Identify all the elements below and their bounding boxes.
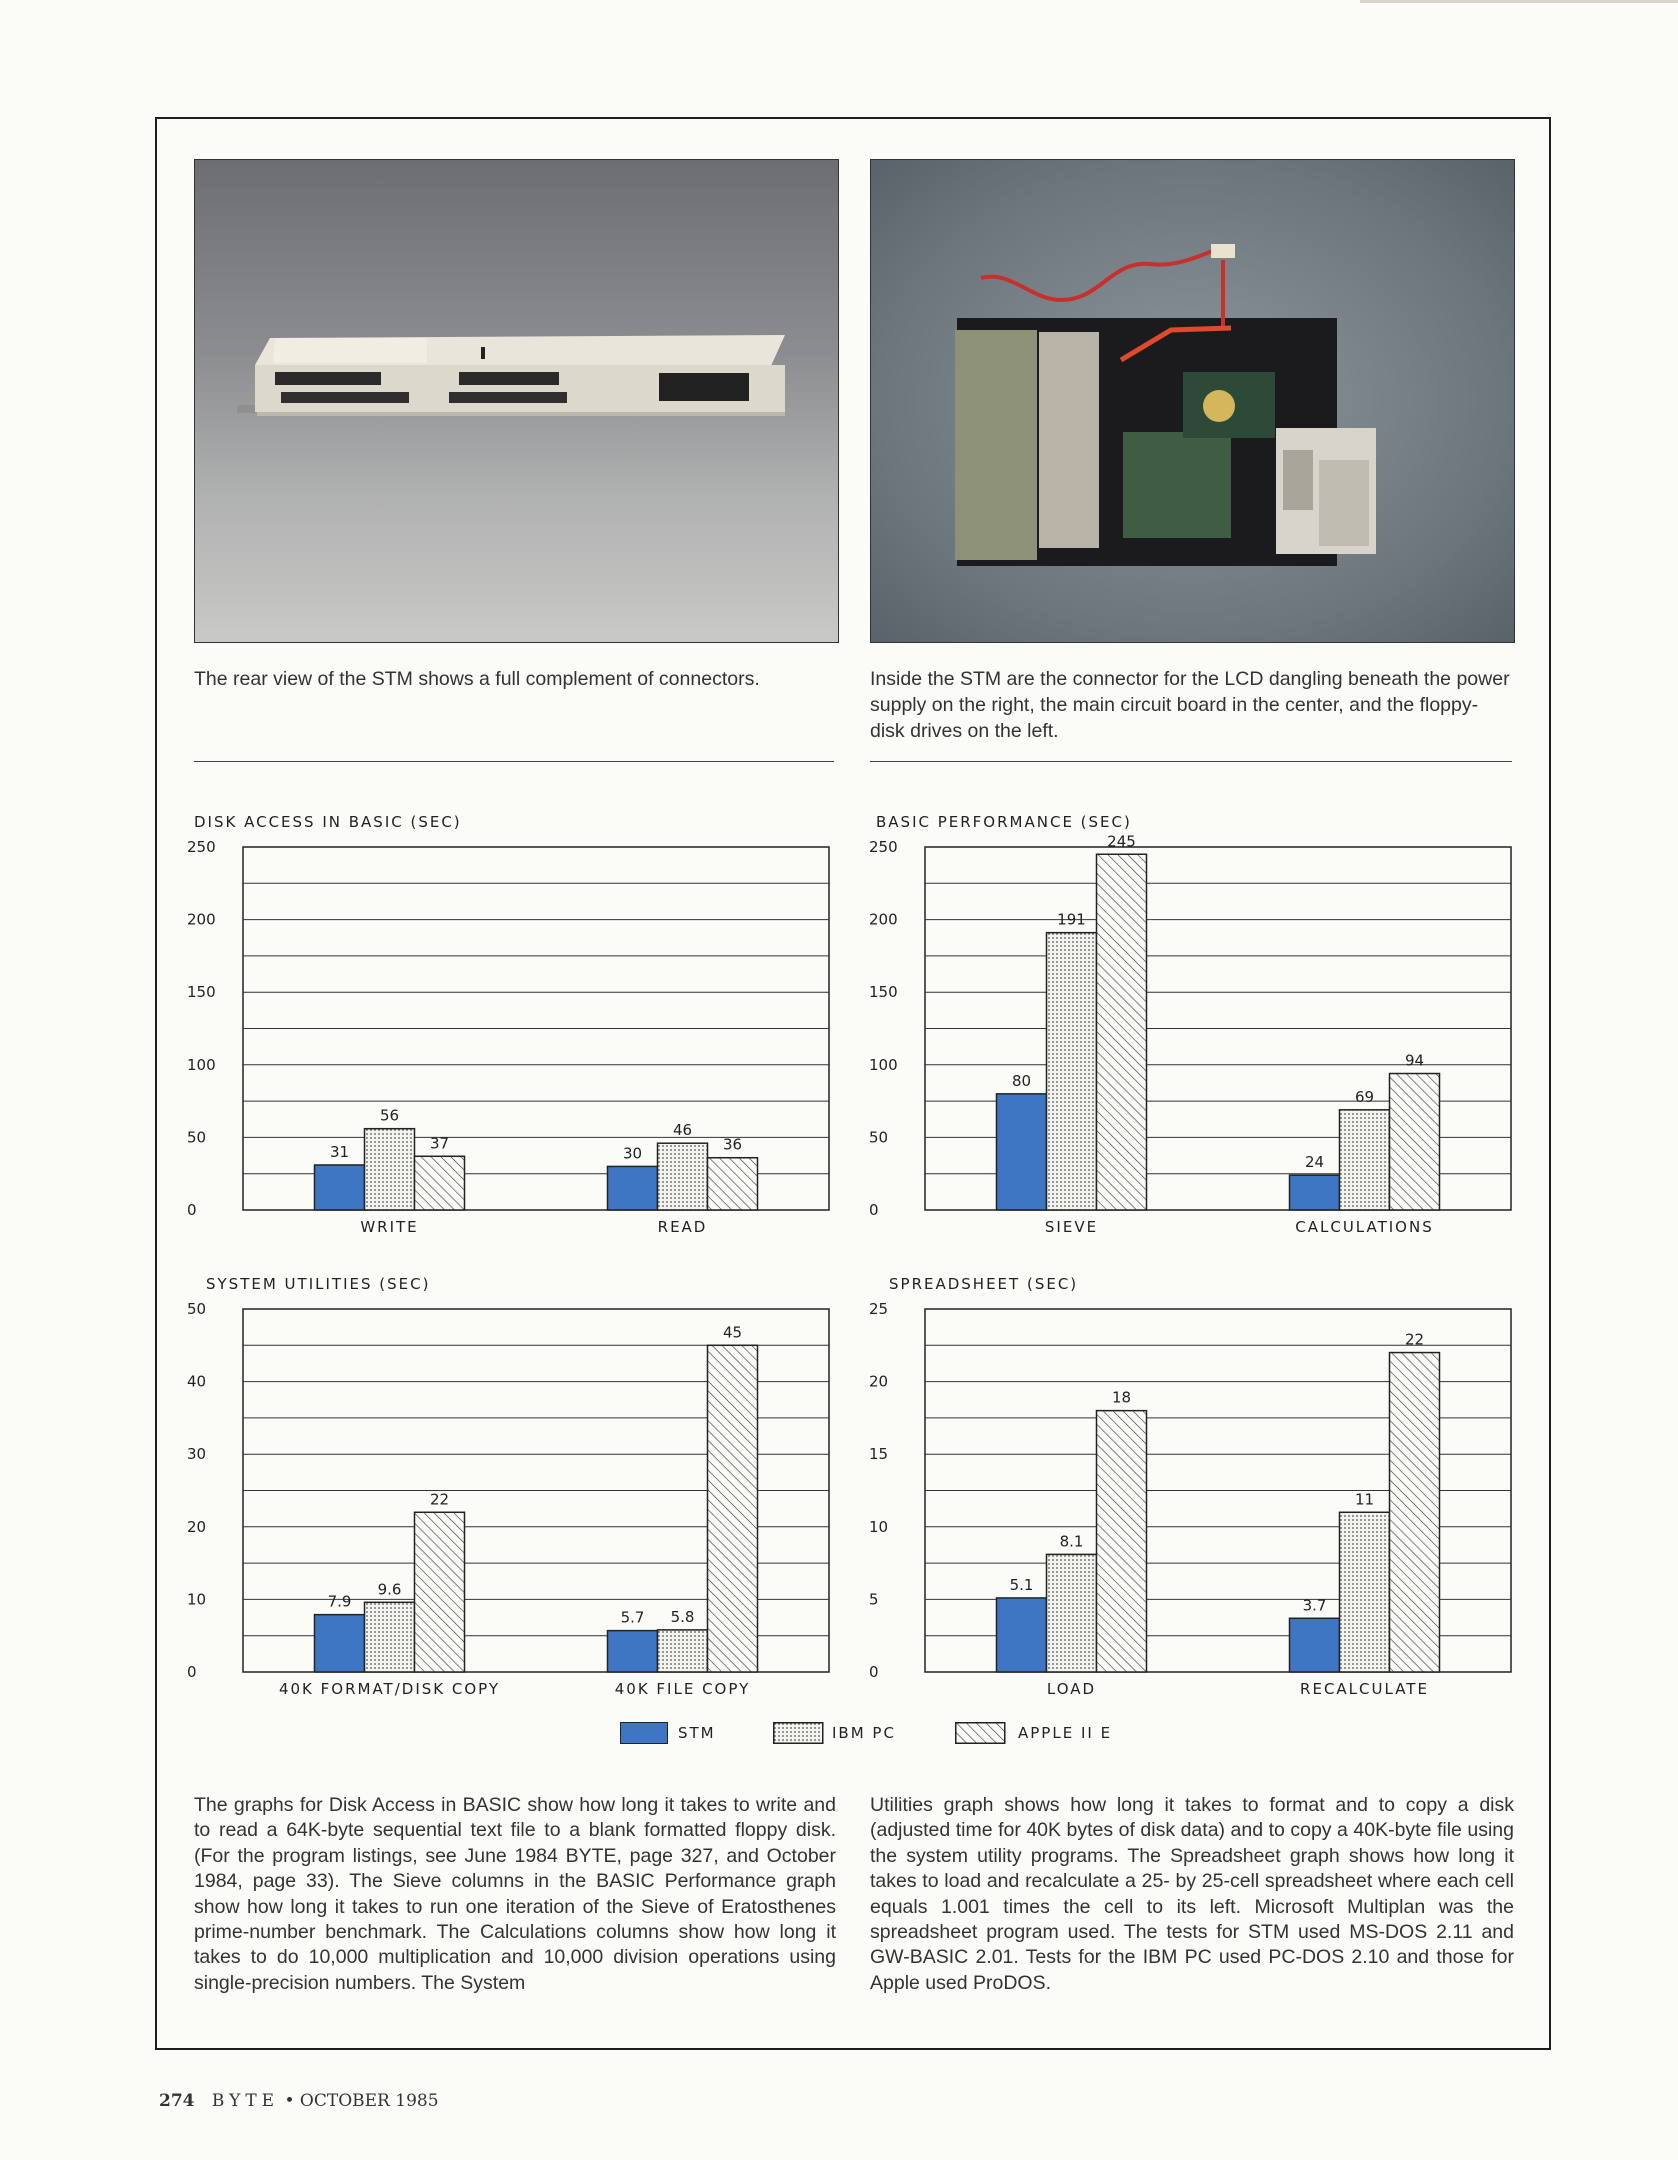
y-tick-label: 50 (187, 1128, 207, 1147)
data-label-ibm-pc: 11 (1354, 1490, 1375, 1509)
bar-ibm-pc (365, 1129, 415, 1210)
bar-ibm-pc (658, 1143, 708, 1210)
top-edge-strip (1360, 0, 1678, 3)
y-tick-label: 30 (187, 1445, 207, 1464)
y-tick-label: 10 (869, 1517, 889, 1536)
category-label: READ (657, 1218, 708, 1236)
data-label-apple: 245 (1107, 832, 1136, 851)
data-label-stm: 3.7 (1302, 1596, 1327, 1615)
legend-item-stm (620, 1720, 716, 1746)
disk-access-chart (185, 832, 835, 1247)
data-label-stm: 7.9 (327, 1592, 352, 1611)
bar-ibm-pc (1047, 1554, 1097, 1672)
magazine-name: BYTE (211, 2091, 280, 2111)
legend-swatch-stm (620, 1722, 668, 1744)
y-tick-label: 200 (869, 910, 898, 929)
chart-title-disk-access: DISK ACCESS IN BASIC (SEC) (194, 813, 462, 831)
category-label: RECALCULATE (1300, 1680, 1429, 1698)
y-tick-label: 250 (187, 838, 216, 856)
bar-stm (997, 1598, 1047, 1672)
stm-rear-view-photo (194, 159, 839, 643)
y-tick-label: 0 (869, 1663, 879, 1681)
bar-apple (708, 1345, 758, 1672)
data-label-stm: 5.1 (1009, 1575, 1034, 1594)
y-tick-label: 10 (187, 1590, 207, 1609)
data-label-stm: 30 (622, 1144, 643, 1163)
category-label: LOAD (1046, 1680, 1097, 1698)
y-tick-label: 20 (869, 1372, 889, 1391)
data-label-ibm-pc: 46 (672, 1121, 693, 1140)
page-number: 274 (159, 2091, 195, 2111)
bar-apple (708, 1158, 758, 1210)
bar-ibm-pc (1340, 1110, 1390, 1210)
y-tick-label: 0 (187, 1201, 197, 1219)
legend-swatch-apple (955, 1722, 1006, 1744)
body-text-left: The graphs for Disk Access in BASIC show how long it takes to write and to read a 64K-byte sequential text file to a blank formatted floppy disk. (For the program listings, see June 1984 BYTE, page 327, and October 1984, page 33). The Sieve columns in the BASIC Performance graph show how long it takes to run one iteration of the Sieve of Eratosthenes prime-number benchmark. The Calculations columns show how long it takes to do 10,000 multiplication and 10,000 division operations using single-precision numbers. The System (194, 1794, 836, 1994)
data-label-apple: 94 (1404, 1051, 1425, 1070)
data-label-ibm-pc: 191 (1057, 910, 1086, 929)
issue-date: OCTOBER 1985 (299, 2091, 439, 2111)
y-tick-label: 15 (869, 1445, 889, 1464)
data-label-apple: 22 (429, 1490, 450, 1509)
category-label: WRITE (360, 1218, 419, 1236)
bar-ibm-pc (658, 1630, 708, 1672)
bar-ibm-pc (1340, 1512, 1390, 1672)
data-label-apple: 37 (429, 1134, 450, 1153)
y-tick-label: 20 (187, 1517, 207, 1536)
body-text-right: Utilities graph shows how long it takes to format and to copy a disk (adjusted time for 40K bytes of disk data) and to copy a 40K-byte file using the system utility programs. The Spreadsheet graph shows how long it takes to load and recalculate a 25- by 25-cell spreadsheet where each cell equals 1.001 times the cell to its left. Microsoft Multiplan was the spreadsheet program used. The tests for STM used MS-DOS 2.11 and GW-BASIC 2.01. Tests for the IBM PC used PC-DOS 2.10 and those for Apple used ProDOS. (870, 1794, 1514, 1994)
system-utilities-chart (185, 1294, 835, 1709)
data-label-stm: 31 (329, 1142, 350, 1161)
spreadsheet-chart (867, 1294, 1517, 1709)
bar-apple (1390, 1074, 1440, 1210)
bar-ibm-pc (365, 1602, 415, 1672)
category-label: SIEVE (1044, 1218, 1099, 1236)
data-label-stm: 5.7 (620, 1608, 645, 1627)
chart-title-system-utilities: SYSTEM UTILITIES (SEC) (206, 1275, 431, 1293)
bar-stm (1290, 1618, 1340, 1672)
y-tick-label: 150 (187, 983, 216, 1002)
legend-label-stm: STM (678, 1724, 716, 1742)
bar-stm (315, 1615, 365, 1672)
y-tick-label: 250 (869, 838, 898, 856)
bar-stm (315, 1165, 365, 1210)
bar-stm (608, 1631, 658, 1672)
y-tick-label: 100 (869, 1055, 898, 1074)
data-label-ibm-pc: 56 (379, 1106, 400, 1125)
bar-stm (997, 1094, 1047, 1210)
data-label-ibm-pc: 9.6 (377, 1580, 402, 1599)
data-label-stm: 80 (1011, 1071, 1032, 1090)
chart-svg (185, 1294, 835, 1704)
page-footer (159, 2091, 439, 2111)
y-tick-label: 200 (187, 910, 216, 929)
data-label-apple: 18 (1111, 1388, 1132, 1407)
bar-stm (608, 1166, 658, 1210)
chart-svg (867, 832, 1517, 1242)
data-label-stm: 24 (1304, 1153, 1325, 1172)
chart-svg (185, 832, 835, 1242)
data-label-apple: 22 (1404, 1330, 1425, 1349)
y-tick-label: 0 (187, 1663, 197, 1681)
data-label-ibm-pc: 69 (1354, 1087, 1375, 1106)
bar-apple (1390, 1353, 1440, 1672)
legend-swatch-ibm-pc (773, 1722, 824, 1744)
bar-apple (415, 1512, 465, 1672)
divider-right (870, 761, 1512, 762)
y-tick-label: 5 (869, 1590, 879, 1609)
bar-apple (415, 1156, 465, 1210)
chart-title-spreadsheet: SPREADSHEET (SEC) (889, 1275, 1079, 1293)
bar-ibm-pc (1047, 933, 1097, 1210)
legend-label-ibm-pc: IBM PC (832, 1724, 896, 1742)
photo-caption-right: Inside the STM are the connector for the LCD dangling beneath the power supply on the right, the main circuit board in the center, and the floppy-disk drives on the left. (870, 668, 1510, 742)
data-label-ibm-pc: 8.1 (1059, 1532, 1084, 1551)
y-tick-label: 40 (187, 1372, 207, 1391)
bar-apple (1097, 854, 1147, 1210)
legend-label-apple: APPLE II E (1018, 1724, 1113, 1742)
data-label-ibm-pc: 5.8 (670, 1607, 695, 1626)
legend-item-ibm-pc (773, 1720, 896, 1746)
chart-title-basic-performance: BASIC PERFORMANCE (SEC) (876, 813, 1132, 831)
legend-item-apple (955, 1720, 1112, 1746)
chart-svg (867, 1294, 1517, 1704)
photo-caption-left: The rear view of the STM shows a full complement of connectors. (194, 668, 760, 690)
footer-separator: • (284, 2091, 295, 2111)
y-tick-label: 150 (869, 983, 898, 1002)
data-label-apple: 45 (722, 1323, 743, 1342)
category-label: 40K FILE COPY (614, 1680, 751, 1698)
divider-left (194, 761, 834, 762)
category-label: 40K FORMAT/DISK COPY (278, 1680, 501, 1698)
bar-apple (1097, 1411, 1147, 1672)
bar-stm (1290, 1175, 1340, 1210)
data-label-apple: 36 (722, 1135, 743, 1154)
y-tick-label: 100 (187, 1055, 216, 1074)
category-label: CALCULATIONS (1295, 1218, 1434, 1236)
y-tick-label: 0 (869, 1201, 879, 1219)
basic-performance-chart (867, 832, 1517, 1247)
stm-interior-photo (870, 159, 1515, 643)
y-tick-label: 50 (869, 1128, 889, 1147)
y-tick-label: 50 (187, 1300, 207, 1318)
y-tick-label: 25 (869, 1300, 889, 1318)
